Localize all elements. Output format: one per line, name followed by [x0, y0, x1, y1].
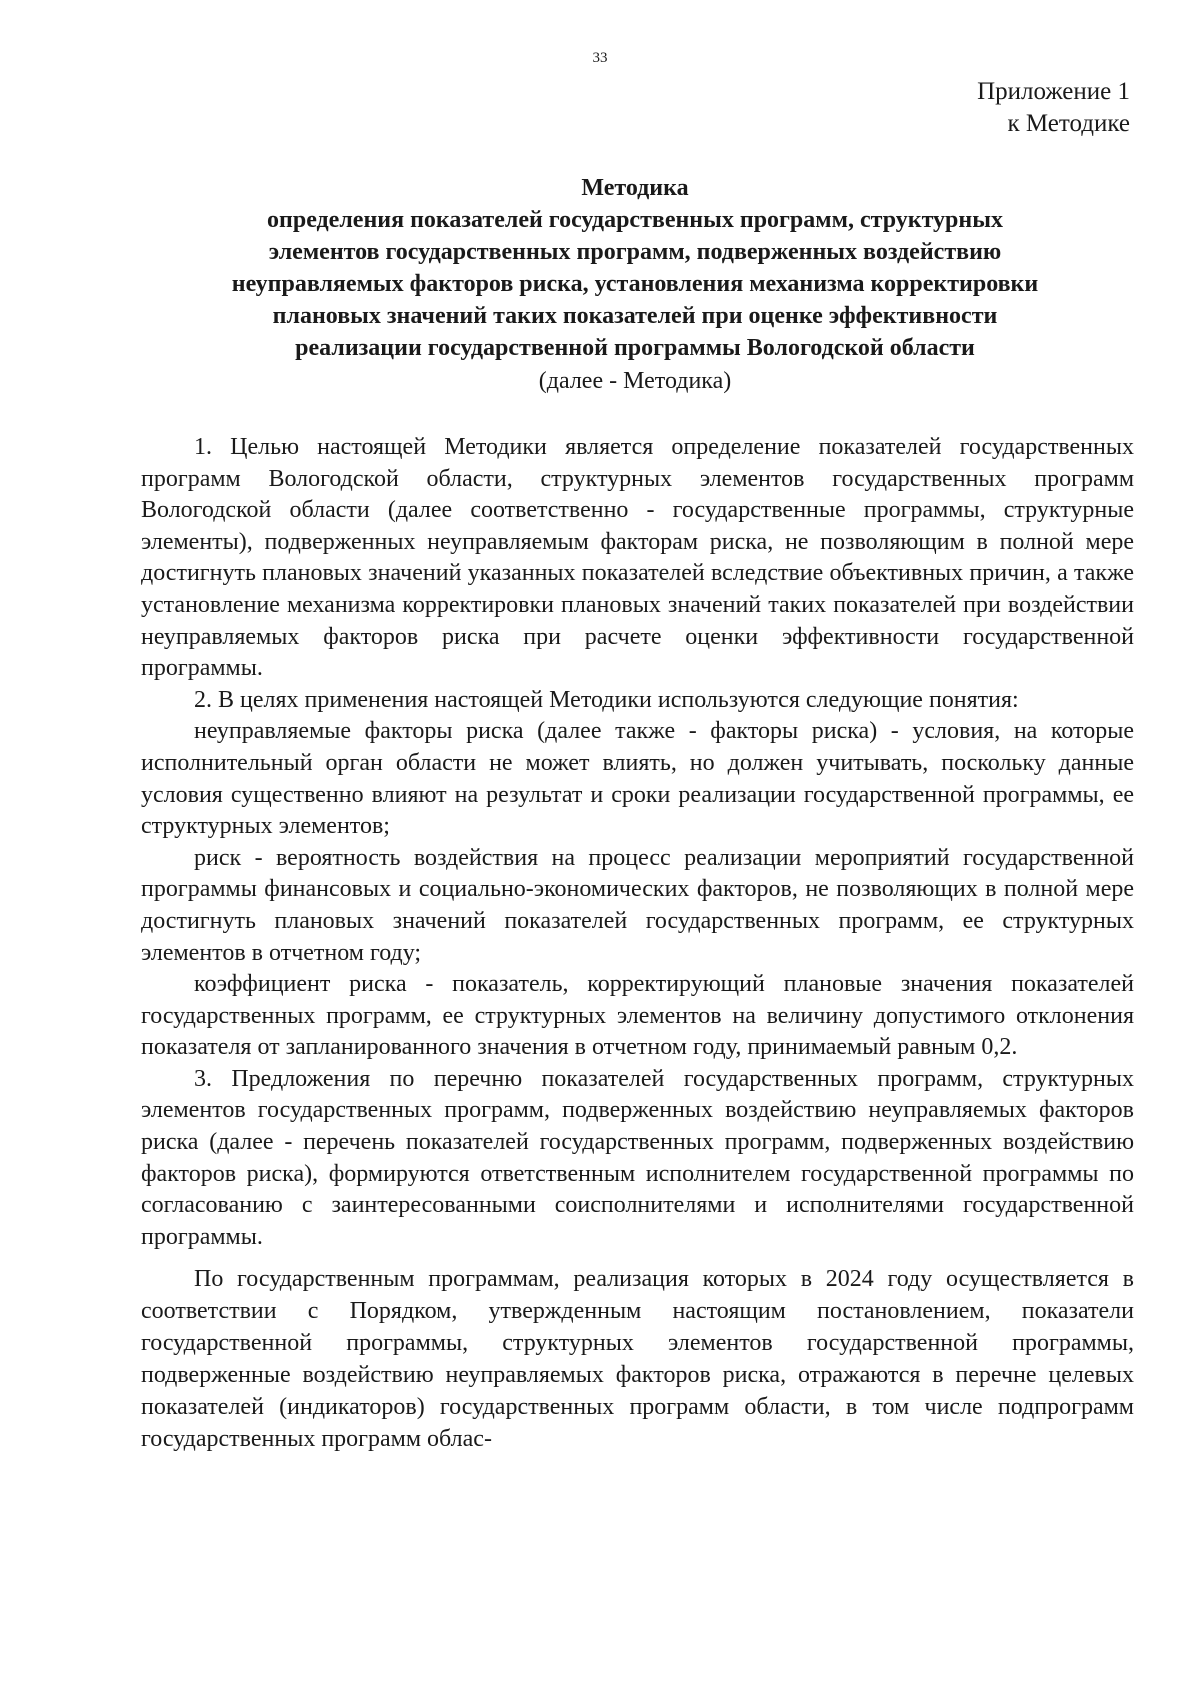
title-note: (далее - Методика): [538, 368, 732, 394]
definition-risk-coefficient: коэффициент риска - показатель, корректирующий плановые значения показателей государственных программ, ее структурных элементов на величину допустимого отклонения показателя от запланированного значения в отчетном году, принимаемый равным 0,2.: [141, 971, 1134, 1061]
document-title: [60, 172, 1200, 398]
title-main: Методика: [581, 175, 689, 201]
appendix-line-2: к Методике: [1007, 110, 1130, 137]
appendix-header: [977, 76, 1130, 140]
paragraph-1: 1. Целью настоящей Методики является определение показателей государственных программ Вологодской области, структурных элементов государственных программ Вологодской области (далее соответственно - государственные программы, структурные элементы), подверженных неуправляемым факторам риска, не позволяющим в полной мере достигнуть плановых значений указанных показателей вследствие объективных причин, а также установление механизма корректировки плановых значений таких показателей при воздействии неуправляемых факторов риска при расчете оценки эффективности государственной программы.: [141, 434, 1134, 682]
appendix-line-1: Приложение 1: [977, 78, 1130, 105]
paragraph-3: 3. Предложения по перечню показателей государственных программ, структурных элементов государственных программ, подверженных воздействию неуправляемых факторов риска (далее - перечень показателей государственных программ, подверженных воздействию факторов риска), формируются ответственным исполнителем государственной программы по согласованию с заинтересованными соисполнителями и исполнителями государственной программы.: [141, 1065, 1134, 1250]
paragraph-2: 2. В целях применения настоящей Методики используются следующие понятия:: [194, 686, 1019, 713]
page-number: 33: [592, 50, 608, 66]
definition-uncontrolled-risk-factors: неуправляемые факторы риска (далее также - факторы риска) - условия, на которые исполнительный орган области не может влиять, но должен учитывать, поскольку данные условия существенно влияют на результат и сроки реализации государственной программы, ее структурных элементов;: [141, 718, 1134, 840]
document-body: [141, 432, 1134, 1455]
paragraph-4: По государственным программам, реализация которых в 2024 году осуществляется в соответствии с Порядком, утвержденным настоящим постановлением, показатели государственной программы, структурных элементов государственной программы, подверженные воздействию неуправляемых факторов риска, отражаются в перечне целевых показателей (индикаторов) государственных программ области, в том числе подпрограмм государственных программ облас-: [141, 1266, 1134, 1453]
definition-risk: риск - вероятность воздействия на процесс реализации мероприятий государственной программы финансовых и социально-экономических факторов, не позволяющих в полной мере достигнуть плановых значений показателей государственных программ, ее структурных элементов в отчетном году;: [141, 844, 1134, 966]
title-subtitle: определения показателей государственных программ, структурных элементов государственных программ, подверженных воздействию неуправляемых факторов риска, установления механизма корректировки плановых значений таких показателей при оценке эффективности реализации государственной программы Вологодской области: [231, 207, 1039, 361]
